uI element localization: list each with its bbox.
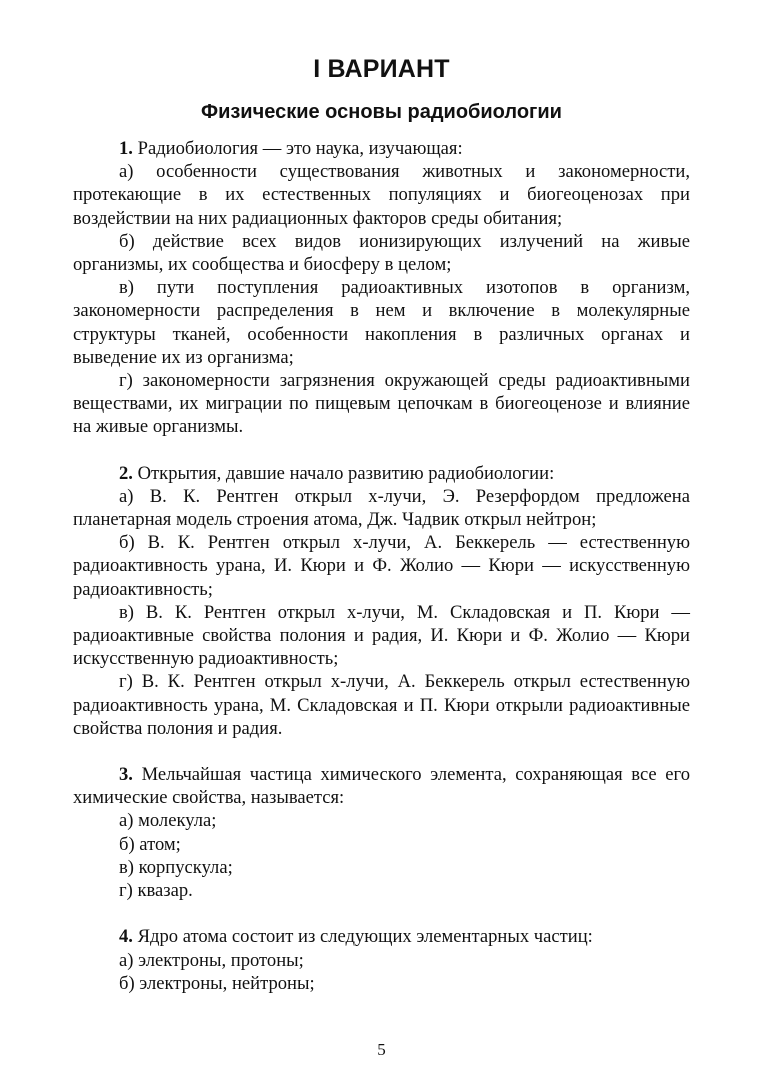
question-3-option-c: в) корпускула;	[119, 856, 233, 878]
question-2-text: Открытия, давшие начало развитию радиобиологии:	[137, 462, 555, 484]
question-3-option-b: б) атом;	[119, 833, 181, 855]
question-1-text: Радиобиология — это наука, изучающая:	[137, 138, 463, 159]
question-2-option-d: г) В. К. Рентген открыл х-лучи, А. Беккерель открыл естественную радиоактивность урана, М. Складовская и П. Кюри открыли радиоактивные свойства полония и радия.	[73, 671, 690, 739]
question-1-number: 1.	[119, 138, 133, 159]
question-4-stem	[73, 925, 690, 948]
section-title: Физические основы радиобиологии	[201, 101, 562, 123]
question-4-option-b: б) электроны, нейтроны;	[119, 972, 315, 994]
question-2-option-c: в) В. К. Рентген открыл х-лучи, М. Складовская и П. Кюри — радиоактивные свойства полония и радия, И. Кюри и Ф. Жолио — Кюри искусственную радиоактивность;	[73, 601, 690, 670]
question-2-option-a: а) В. К. Рентген открыл х-лучи, Э. Резерфордом предложена планетарная модель строения атома, Дж. Чадвик открыл нейтрон;	[73, 485, 690, 531]
question-1-option-a: а) особенности существования животных и закономерности, протекающие в их естественных популяциях и биогеоценозах при воздействии на них радиационных факторов среды обитания;	[73, 161, 690, 229]
page-number: 5	[377, 1040, 386, 1059]
questions-list	[73, 137, 690, 995]
question-3-text: Мельчайшая частица химического элемента, сохраняющая все его химические свойства, называется:	[73, 764, 690, 809]
question-1	[73, 137, 690, 439]
question-3-option-d: г) квазар.	[119, 880, 193, 902]
question-3	[73, 763, 690, 902]
question-1-option-d: г) закономерности загрязнения окружающей среды радиоактивными веществами, их миграции по пищевым цепочкам в биогеоценозе и влияние на живые организмы.	[73, 370, 690, 438]
question-4-text: Ядро атома состоит из следующих элементарных частиц:	[137, 926, 593, 948]
question-3-stem	[73, 763, 690, 809]
question-2-option-b: б) В. К. Рентген открыл х-лучи, А. Беккерель — естественную радиоактивность урана, И. Кюри и Ф. Жолио — Кюри — искусственную радиоактивность;	[73, 532, 690, 600]
question-4-number: 4.	[119, 926, 133, 948]
question-4-option-a: а) электроны, протоны;	[119, 949, 304, 971]
question-2-number: 2.	[119, 462, 133, 484]
question-1-stem	[73, 137, 690, 160]
question-2-stem	[73, 462, 690, 485]
question-1-option-b: б) действие всех видов ионизирующих излучений на живые организмы, их сообщества и биосферу в целом;	[73, 230, 690, 276]
variant-title: I ВАРИАНТ	[313, 55, 450, 83]
question-3-number: 3.	[119, 764, 133, 786]
question-1-option-c: в) пути поступления радиоактивных изотопов в организм, закономерности распределения в нем и включение в молекулярные структуры тканей, особенности накопления в различных органах и выведение их из организма;	[73, 277, 690, 368]
question-2	[73, 462, 690, 740]
question-4	[73, 925, 690, 995]
question-3-option-a: а) молекула;	[119, 810, 217, 832]
